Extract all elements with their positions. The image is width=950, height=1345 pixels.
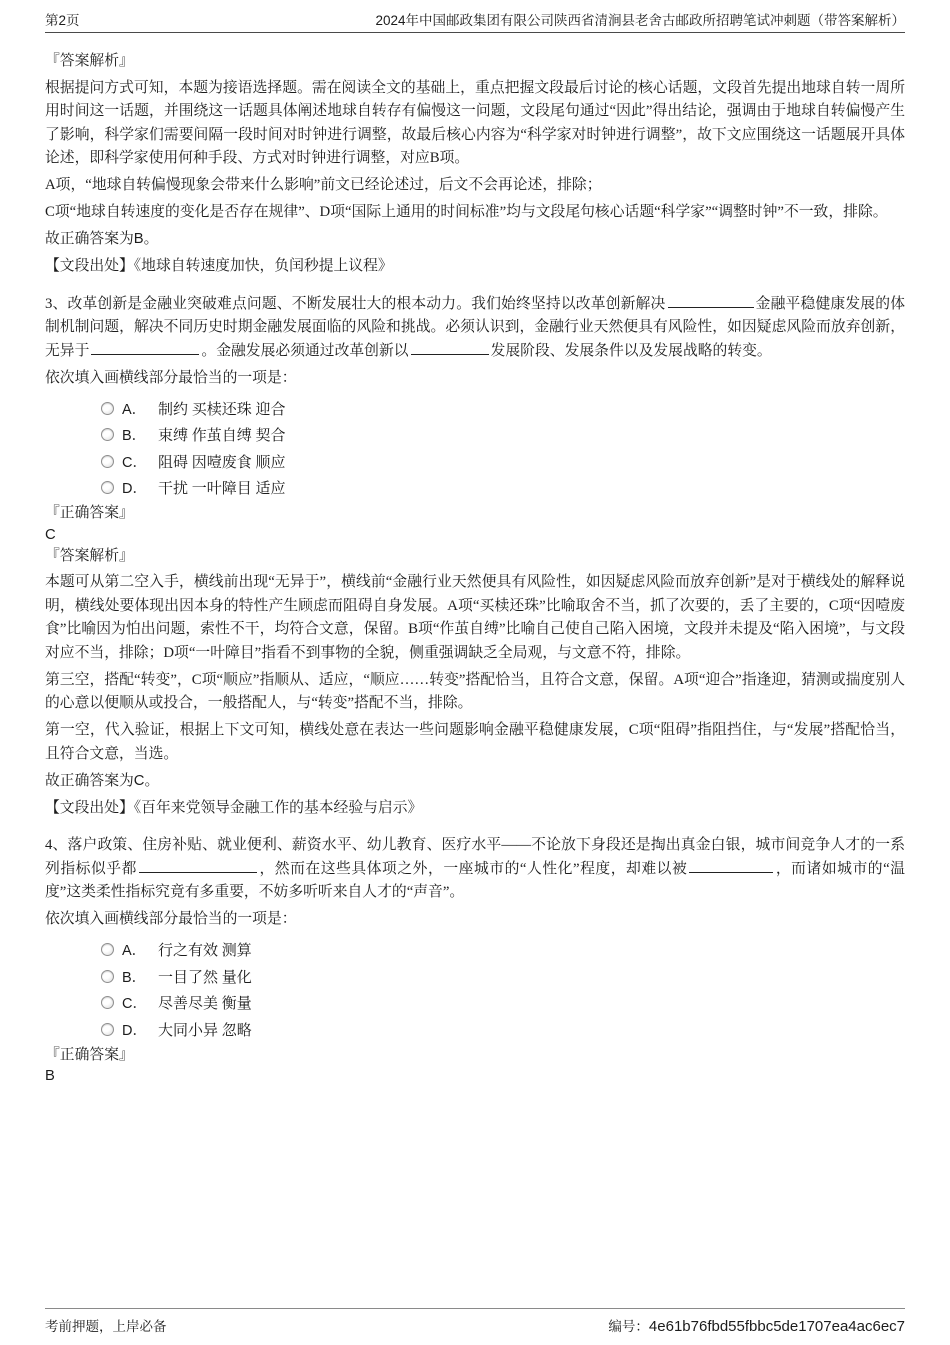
- option-text: 尽善尽美 衡量: [158, 996, 252, 1013]
- conclusion-answer-letter: B: [133, 231, 144, 247]
- footer-document-id: [608, 1315, 905, 1335]
- page-footer: [45, 1308, 905, 1335]
- stem-text: 。金融发展必须通过改革创新以: [201, 342, 409, 359]
- analysis-paragraph: A项，“地球自转偏慢现象会带来什么影响”前文已经论述过，后文不会再论述，排除；: [45, 177, 602, 193]
- question-4: [45, 834, 905, 1088]
- option-letter: C．: [122, 996, 147, 1013]
- blank-underline: [139, 858, 257, 873]
- radio-button-icon[interactable]: [101, 943, 114, 956]
- option-letter: A．: [122, 401, 147, 418]
- page-number-value: 2: [58, 13, 67, 28]
- stem-text: ，然而在这些具体项之外，一座城市的“人性化”程度，却难以被: [258, 860, 688, 877]
- blank-underline: [668, 293, 754, 308]
- option-row-c[interactable]: [45, 990, 905, 1017]
- blank-underline: [91, 340, 199, 355]
- conclusion: [45, 770, 905, 794]
- page-header: [45, 0, 905, 33]
- radio-button-icon[interactable]: [101, 402, 114, 415]
- answer-label: 『正确答案』: [45, 505, 134, 521]
- conclusion-text: 故正确答案为: [45, 772, 134, 789]
- radio-button-icon[interactable]: [101, 970, 114, 983]
- conclusion-period: 。: [144, 772, 160, 789]
- analysis-paragraph: 第三空，搭配“转变”，C项“顺应”指顺从、适应，“顺应……转变”搭配恰当，且符合文意，保留。A项“迎合”指逢迎，猜测或揣度别人的心意以便顺从或投合，一般搭配人，与“转变”搭配不当，排除。: [45, 671, 905, 711]
- stem-text: 金融平稳健康发展的体制机制问题，解决不同历史时期金融发展面临的风险和挑战。必须认识到，金融行业天然便具有风险性，如因疑虑风险而放弃创新，无异于: [45, 295, 905, 359]
- footer-slogan: 考前押题，上岸必备: [45, 1319, 167, 1334]
- options-group: [45, 937, 905, 1043]
- stem-text: 3、改革创新是金融业突破难点问题、不断发展壮大的根本动力。我们始终坚持以改革创新解决: [45, 295, 666, 312]
- option-row-a[interactable]: [45, 395, 905, 422]
- source-reference: 【文段出处】《百年来党领导金融工作的基本经验与启示》: [45, 799, 423, 816]
- options-group: [45, 395, 905, 501]
- option-letter: A．: [122, 943, 147, 960]
- question-prompt: 依次填入画横线部分最恰当的一项是：: [45, 911, 297, 927]
- analysis-label: 『答案解析』: [45, 548, 134, 564]
- question-stem: [45, 293, 905, 364]
- option-row-a[interactable]: [45, 937, 905, 964]
- option-text: 干扰 一叶障目 适应: [158, 481, 286, 498]
- blank-underline: [411, 340, 489, 355]
- question-stem: [45, 834, 905, 905]
- answer-label: 『正确答案』: [45, 1046, 134, 1063]
- option-text: 制约 买椟还珠 迎合: [158, 401, 286, 418]
- analysis-paragraph: 根据提问方式可知，本题为接语选择题。需在阅读全文的基础上，重点把握文段最后讨论的核心话题，文段首先提出地球自转一周所用时间这一话题，并围绕这一话题具体阐述地球自转存有偏慢这一问题，文段尾句通过“因此”得出结论，强调由于地球自转偏慢产生了影响，科学家们需要间隔一段时间对时钟进行调整，故最后核心内容为“科学家对时钟进行调整”，故下文应围绕这一话题展开具体论述，即科学家使用何种手段、方式对时钟进行调整，对应B项。: [45, 79, 905, 166]
- option-text: 一目了然 量化: [158, 969, 252, 986]
- radio-button-icon[interactable]: [101, 455, 114, 468]
- blank-underline: [689, 858, 773, 873]
- option-letter: B．: [122, 969, 147, 986]
- option-text: 束缚 作茧自缚 契合: [158, 428, 286, 445]
- conclusion-text: 故正确答案为: [45, 231, 134, 247]
- option-row-c[interactable]: [45, 448, 905, 475]
- page-number-prefix: 第: [45, 13, 59, 28]
- conclusion-answer-letter: C: [133, 772, 145, 789]
- radio-button-icon[interactable]: [101, 996, 114, 1009]
- conclusion-period: 。: [143, 231, 159, 247]
- option-letter: D．: [122, 481, 147, 498]
- document-title-text: 年中国邮政集团有限公司陕西省清涧县老舍古邮政所招聘笔试冲刺题（带答案解析）: [405, 13, 905, 28]
- analysis-paragraph: 第一空，代入验证，根据上下文可知，横线处意在表达一些问题影响金融平稳健康发展，C项“阻碍”指阻挡住，与“发展”搭配恰当，且符合文意，当选。: [45, 722, 905, 762]
- option-letter: C．: [122, 454, 147, 471]
- option-text: 阻碍 因噎废食 顺应: [158, 454, 286, 471]
- document-title-year: 2024: [375, 13, 406, 28]
- radio-button-icon[interactable]: [101, 481, 114, 494]
- footer-id-value: 4e61b76fbd55fbbc5de1707ea4ac6ec7: [648, 1318, 905, 1335]
- page-number: [45, 9, 80, 29]
- question-3: [45, 293, 905, 821]
- option-text: 大同小异 忽略: [158, 1022, 252, 1039]
- page-number-suffix: 页: [66, 13, 80, 28]
- question-prompt: 依次填入画横线部分最恰当的一项是：: [45, 369, 297, 386]
- analysis-paragraph: 本题可从第二空入手，横线前出现“无异于”，横线前“金融行业天然便具有风险性，如因疑虑风险而放弃创新”是对于横线处的解释说明，横线处要体现出因本身的特性产生顾虑而阻碍自身发展。A项“买椟还珠”比喻取舍不当，抓了次要的，丢了主要的，C项“因噎废食”比喻因为怕出问题，索性不干，均符合文意，保留。B项“作茧自缚”比喻自己使自己陷入困境，文段并未提及“陷入困境”，与文段对应不当，排除；D项“一叶障目”指看不到事物的全貌，侧重强调缺乏全局观，与文意不符，排除。: [45, 574, 905, 661]
- answer-value: B: [45, 1068, 55, 1084]
- answer-value: C: [45, 526, 56, 543]
- conclusion: [45, 228, 905, 252]
- footer-id-label: 编号：: [608, 1319, 649, 1334]
- analysis-paragraph: C项“地球自转速度的变化是否存在规律”、D项“国际上通用的时间标准”均与文段尾句核心话题“科学家”“调整时钟”不一致，排除。: [45, 204, 888, 220]
- analysis-label: 『答案解析』: [45, 52, 134, 69]
- document-title: [375, 9, 905, 29]
- option-text: 行之有效 测算: [158, 943, 252, 960]
- stem-text: ，而诸如城市的“温度”这类柔性指标究竟有多重要，不妨多听听来自人才的“声音”。: [45, 860, 905, 900]
- radio-button-icon[interactable]: [101, 428, 114, 441]
- option-row-b[interactable]: [45, 963, 905, 990]
- option-letter: D．: [122, 1022, 147, 1039]
- option-row-d[interactable]: [45, 1016, 905, 1043]
- source-reference: 【文段出处】《地球自转速度加快，负闰秒提上议程》: [45, 258, 393, 274]
- option-row-b[interactable]: [45, 422, 905, 449]
- document-content: [45, 33, 905, 1088]
- stem-text: 发展阶段、发展条件以及发展战略的转变。: [490, 342, 772, 359]
- option-row-d[interactable]: [45, 475, 905, 502]
- radio-button-icon[interactable]: [101, 1023, 114, 1036]
- option-letter: B．: [122, 428, 147, 445]
- stem-text: 4、落户政策、住房补贴、就业便利、薪资水平、幼儿教育、医疗水平——不论放下身段还是掏出真金白银，城市间竞争人才的一系列指标似乎都: [45, 837, 905, 877]
